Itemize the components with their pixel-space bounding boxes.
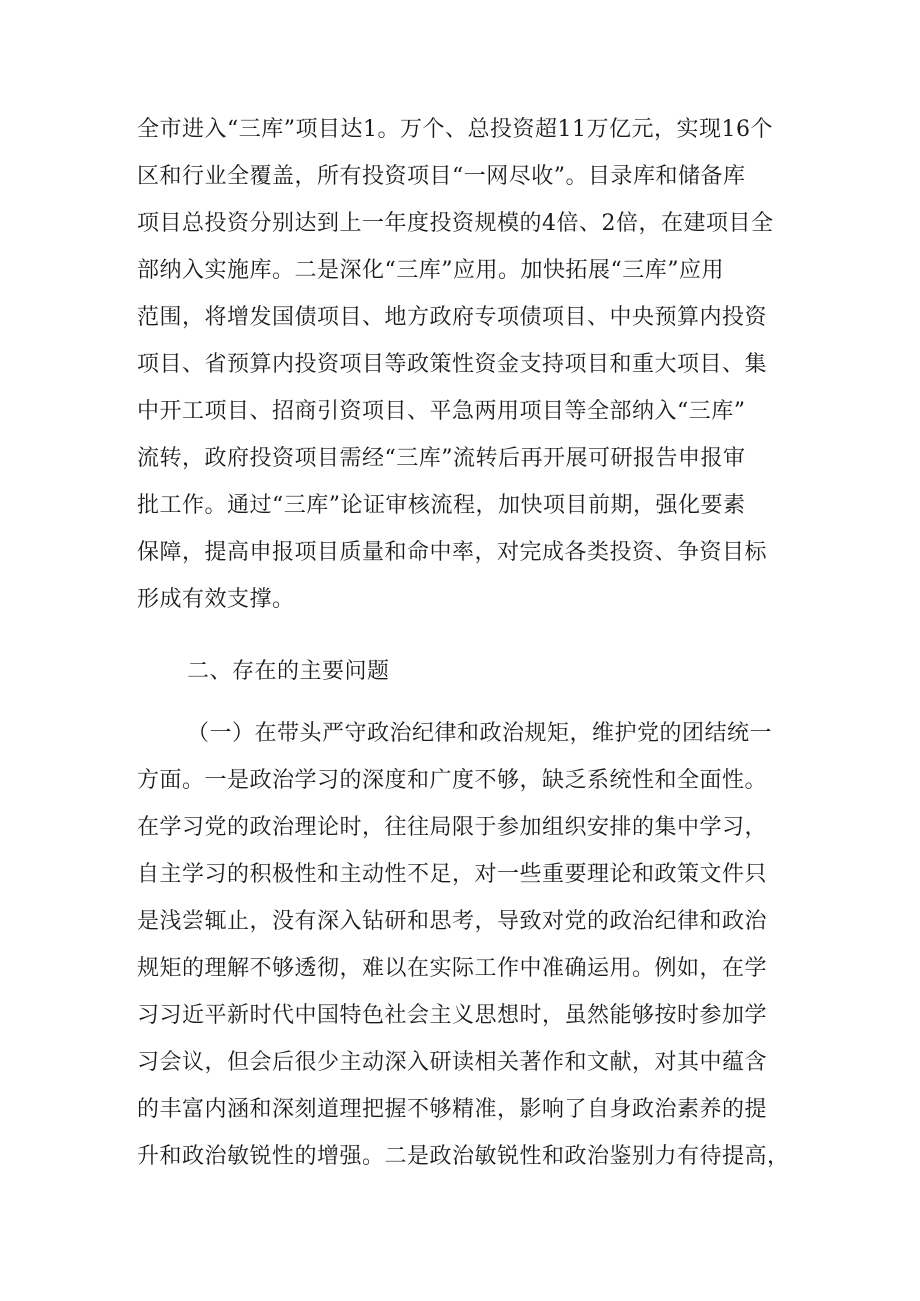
paragraph-1-line-4: 部纳入实施库。二是深化“三库”应用。加快拓展“三库”应用 [137,258,724,283]
paragraph-2-line-5: 是浅尝辄止，没有深入钻研和思考，导致对党的政治纪律和政治 [137,909,768,934]
paragraph-1-line-6: 项目、省预算内投资项目等政策性资金支持项目和重大项目、集 [137,352,768,377]
section-heading: 二、存在的主要问题 [187,659,390,684]
paragraph-1-line-10: 保障，提高申报项目质量和命中率，对完成各类投资、争资目标 [137,540,768,565]
paragraph-1-line-7: 中开工项目、招商引资项目、平急两用项目等全部纳入“三库” [137,399,746,424]
paragraph-1-line-9: 批工作。通过“三库”论证审核流程，加快项目前期，强化要素 [137,493,746,518]
paragraph-2-line-3: 在学习党的政治理论时，往往局限于参加组织安排的集中学习， [137,815,768,840]
paragraph-1-line-8: 流转，政府投资项目需经“三库”流转后再开展可研报告申报审 [137,446,746,471]
paragraph-2-line-10: 升和政治敏锐性的增强。二是政治敏锐性和政治鉴别力有待提高， [137,1144,790,1169]
paragraph-1-line-1: 全市进入“三库”项目达1。万个、总投资超11万亿元，实现16个 [137,117,773,142]
paragraph-1-line-5: 范围，将增发国债项目、地方政府专项债项目、中央预算内投资 [137,305,768,330]
paragraph-2-line-1: （一）在带头严守政治纪律和政治规矩，维护党的团结统一 [187,721,773,746]
paragraph-1-line-2: 区和行业全覆盖，所有投资项目“一网尽收”。目录库和储备库 [137,164,746,189]
paragraph-2-line-6: 规矩的理解不够透彻，难以在实际工作中准确运用。例如，在学 [137,956,768,981]
paragraph-2-line-2: 方面。一是政治学习的深度和广度不够，缺乏系统性和全面性。 [137,768,768,793]
paragraph-2-line-8: 习会议，但会后很少主动深入研读相关著作和文献，对其中蕴含 [137,1050,768,1075]
paragraph-2-line-4: 自主学习的积极性和主动性不足，对一些重要理论和政策文件只 [137,862,768,887]
paragraph-2-line-9: 的丰富内涵和深刻道理把握不够精准，影响了自身政治素养的提 [137,1097,768,1122]
paragraph-1-line-11: 形成有效支撑。 [137,587,295,612]
paragraph-2-line-7: 习习近平新时代中国特色社会主义思想时，虽然能够按时参加学 [137,1003,768,1028]
paragraph-1-line-3: 项目总投资分别达到上一年度投资规模的4倍、2倍，在建项目全 [137,211,774,236]
